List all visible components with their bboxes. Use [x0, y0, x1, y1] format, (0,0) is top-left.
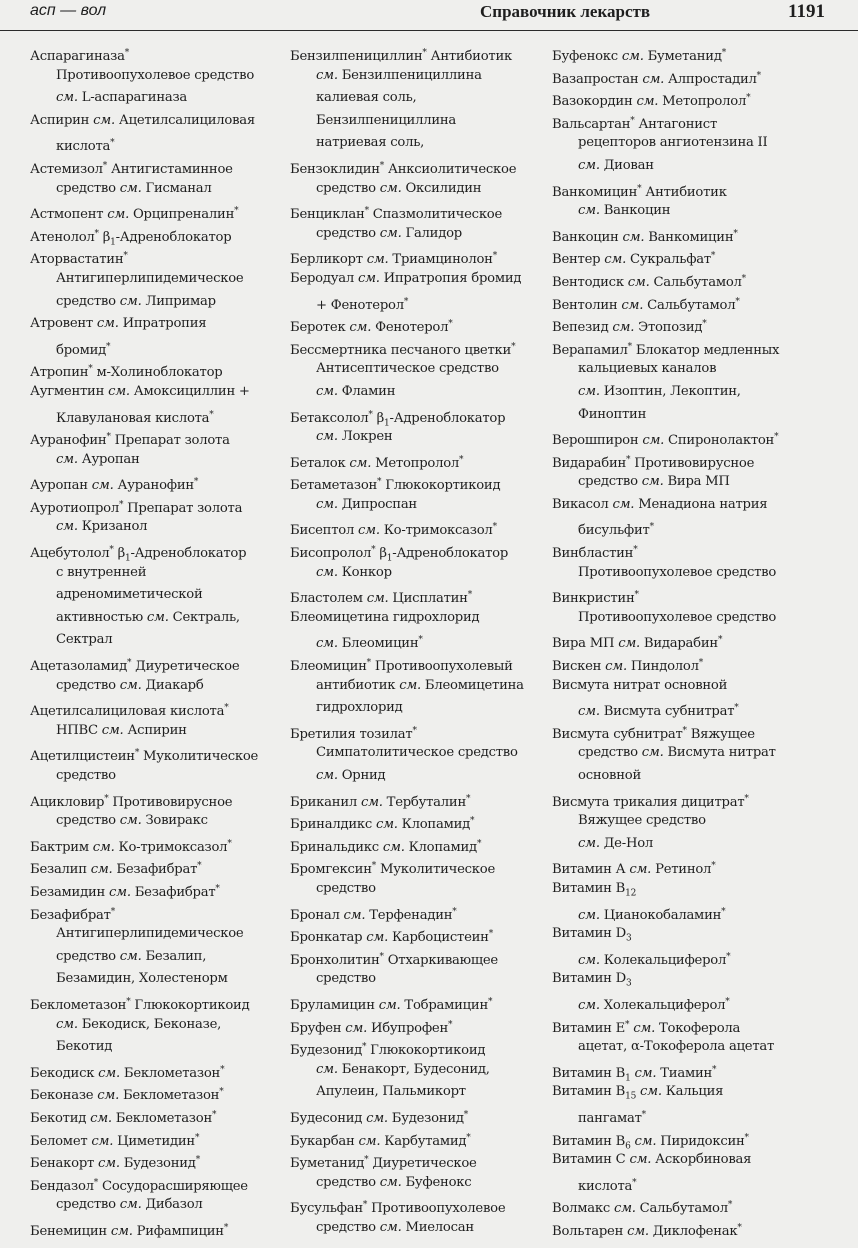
- entry-headword-line: Бусульфан* Противоопухолевое: [290, 1200, 506, 1217]
- entry-headword-line: Верапамил* Блокатор медленных: [552, 341, 780, 358]
- entry-headword-line: Будезонид* Глюкокортикоид: [290, 1042, 486, 1059]
- entry-headword-line: Винкристин*: [552, 590, 639, 607]
- entry-headword-line: Беконазе см. Беклометазон*: [30, 1087, 224, 1104]
- entry-headword-line: Висмута нитрат основной: [552, 677, 728, 693]
- entry-headword-line: Бронхолитин* Отхаркивающее: [290, 951, 498, 968]
- entry-continuation-line: Противоопухолевое средство: [56, 67, 255, 83]
- entry-headword-line: Бисопролол* $\beta_1$-Адреноблокатор: [290, 545, 509, 564]
- entry-headword-line: Астемизол* Антигистаминное: [30, 160, 233, 177]
- entry-continuation-line: Противоопухолевое средство: [578, 609, 777, 625]
- entry-continuation-line: см. Висмута субнитрат*: [578, 703, 739, 720]
- entry-headword-line: Атровент см. Ипратропия: [30, 316, 207, 332]
- entry-continuation-line: Антигиперлипидемическое: [56, 270, 244, 286]
- entry-headword-line: Вентер см. Сукральфат*: [552, 251, 716, 268]
- entry-headword-line: Атенолол* $\beta_1$-Адреноблокатор: [30, 228, 232, 248]
- entry-headword-line: Висмута субнитрат* Вяжущее: [552, 725, 755, 742]
- entry-continuation-line: средство см. Гисманал: [56, 180, 212, 196]
- entry-headword-line: Бисептол см. Ко-тримоксазол*: [290, 522, 497, 539]
- entry-headword-line: Вазапростан см. Алпростадил*: [552, 70, 761, 87]
- entry-headword-line: Ацикловир* Противовирусное: [30, 793, 233, 810]
- entry-continuation-line: натриевая соль,: [316, 135, 425, 151]
- entry-headword-line: Букарбан см. Карбутамид*: [290, 1132, 471, 1149]
- entry-continuation-line: см. Фламин: [316, 383, 396, 399]
- entry-continuation-line: кислота*: [56, 138, 115, 155]
- entry-headword-line: Бессмертника песчаного цветки*: [290, 341, 516, 358]
- entry-continuation-line: + Фенотерол*: [316, 296, 409, 313]
- entry-headword-line: Верошпирон см. Спиронолактон*: [552, 432, 779, 449]
- entry-headword-line: Бетаксолол* $\beta_1$-Адреноблокатор: [290, 409, 506, 429]
- entry-headword-line: Витамин $B_{15}$ см. Кальция: [552, 1084, 724, 1102]
- entry-headword-line: Ацебутолол* $\beta_1$-Адреноблокатор: [30, 545, 247, 564]
- entry-headword-line: Вира МП см. Видарабин*: [552, 635, 723, 652]
- entry-headword-line: Витамин А см. Ретинол*: [552, 861, 716, 878]
- entry-headword-line: Висмута трикалия дицитрат*: [552, 793, 749, 810]
- entry-headword-line: Бретилия тозилат*: [290, 725, 417, 742]
- entry-continuation-line: средство см. Вира МП: [578, 474, 730, 490]
- entry-continuation-line: средство см. Оксилидин: [316, 180, 482, 196]
- entry-continuation-line: адреномиметической: [56, 587, 203, 603]
- header-book-title: Справочник лекарств: [480, 2, 651, 21]
- entry-continuation-line: антибиотик см. Блеомицетина: [316, 677, 524, 693]
- entry-continuation-line: см. Ванкоцин: [578, 203, 671, 219]
- entry-headword-line: Витамин $D_3$: [552, 971, 632, 989]
- entry-headword-line: Блеомицетина гидрохлорид: [290, 609, 480, 625]
- entry-continuation-line: средство см. Галидор: [316, 225, 462, 241]
- entry-headword-line: Бриналдикс см. Клопамид*: [290, 816, 475, 833]
- entry-continuation-line: см. Дипроспан: [316, 496, 417, 512]
- entry-headword-line: Бетаметазон* Глюкокортикоид: [290, 477, 501, 494]
- entry-headword-line: Бенакорт см. Будезонид*: [30, 1155, 200, 1172]
- entry-headword-line: Будесонид см. Будезонид*: [290, 1109, 469, 1126]
- entry-headword-line: Бензилпенициллин* Антибиотик: [290, 48, 512, 64]
- entry-continuation-line: см. Бенакорт, Будесонид,: [316, 1061, 490, 1077]
- entry-continuation-line: средство: [56, 768, 116, 783]
- entry-continuation-line: Апулеин, Пальмикорт: [316, 1084, 466, 1100]
- entry-continuation-line: Антисептическое средство: [316, 361, 499, 377]
- entry-headword-line: Бринальдикс см. Клопамид*: [290, 838, 482, 855]
- entry-headword-line: Ванкоцин см. Ванкомицин*: [552, 228, 738, 245]
- entry-headword-line: Безамидин см. Безафибрат*: [30, 883, 220, 900]
- entry-continuation-line: с внутренней: [56, 564, 147, 580]
- header-entry-range: асп — вол: [30, 2, 107, 19]
- entry-headword-line: Витамин $D_3$: [552, 926, 632, 944]
- entry-continuation-line: средство см. Безалип,: [56, 948, 207, 964]
- entry-continuation-line: см. Цианокобаламин*: [578, 906, 726, 923]
- entry-continuation-line: см. Ауропан: [56, 451, 140, 467]
- entry-continuation-line: см. Конкор: [316, 564, 392, 580]
- entry-headword-line: Астмопент см. Орципреналин*: [30, 206, 239, 223]
- entry-continuation-line: бисульфит*: [578, 522, 654, 539]
- entry-headword-line: Беломет см. Циметидин*: [30, 1132, 200, 1149]
- entry-continuation-line: Антигиперлипидемическое: [56, 926, 244, 942]
- entry-headword-line: Буфенокс см. Буметанид*: [552, 48, 726, 64]
- entry-continuation-line: бромид*: [56, 341, 111, 358]
- entry-continuation-line: Безамидин, Холестенорм: [56, 971, 228, 987]
- entry-headword-line: Аугментин см. Амоксициллин +: [30, 383, 250, 399]
- entry-headword-line: Бромгексин* Муколитическое: [290, 861, 496, 878]
- entry-continuation-line: Бензилпенициллина: [316, 112, 457, 128]
- entry-headword-line: Буметанид* Диуретическое: [290, 1155, 477, 1172]
- entry-continuation-line: средство см. Миелосан: [316, 1219, 474, 1235]
- entry-headword-line: Витамин $B_1$ см. Тиамин*: [552, 1064, 717, 1084]
- entry-continuation-line: см. Блеомицин*: [316, 635, 423, 652]
- entry-headword-line: Аторвастатин*: [30, 251, 128, 268]
- entry-continuation-line: средство см. Липримар: [56, 293, 216, 309]
- entry-continuation-line: кальциевых каналов: [578, 361, 717, 377]
- entry-continuation-line: НПВС см. Аспирин: [56, 722, 187, 738]
- entry-headword-line: Бронкатар см. Карбоцистеин*: [290, 929, 493, 946]
- dictionary-column-2: [290, 42, 546, 1239]
- entry-headword-line: Ауранофин* Препарат золота: [30, 432, 230, 449]
- entry-continuation-line: Вяжущее средство: [578, 813, 706, 829]
- running-header: [0, 0, 858, 31]
- entry-headword-line: Бенциклан* Спазмолитическое: [290, 206, 503, 223]
- entry-continuation-line: Сектрал: [56, 632, 113, 648]
- entry-headword-line: Ацетилсалициловая кислота*: [30, 703, 229, 720]
- dictionary-column-1: [30, 42, 282, 1239]
- entry-continuation-line: см. Локрен: [316, 429, 393, 445]
- entry-headword-line: Безафибрат*: [30, 906, 115, 923]
- entry-headword-line: Бекотид см. Беклометазон*: [30, 1109, 217, 1126]
- entry-headword-line: Беталок см. Метопролол*: [290, 454, 464, 471]
- entry-headword-line: Аспирин см. Ацетилсалициловая: [30, 112, 255, 128]
- entry-continuation-line: средство см. Дибазол: [56, 1197, 203, 1213]
- entry-headword-line: Блеомицин* Противоопухолевый: [290, 658, 513, 675]
- entry-headword-line: Витамин С см. Аскорбиновая: [552, 1152, 752, 1168]
- entry-continuation-line: см. Диован: [578, 157, 654, 173]
- entry-continuation-line: Финоптин: [578, 406, 647, 422]
- entry-continuation-line: средство: [316, 880, 376, 896]
- entry-headword-line: Бриканил см. Тербуталин*: [290, 793, 471, 810]
- entry-continuation-line: Клавулановая кислота*: [56, 409, 214, 426]
- entry-headword-line: Витамин $B_6$ см. Пиридоксин*: [552, 1132, 749, 1152]
- entry-headword-line: Волмакс см. Сальбутамол*: [552, 1200, 733, 1217]
- entry-continuation-line: активностью см. Сектраль,: [56, 609, 240, 625]
- entry-continuation-line: средство см. Висмута нитрат: [578, 745, 776, 761]
- entry-continuation-line: см. Де-Нол: [578, 835, 654, 851]
- entry-headword-line: Викасол см. Менадиона натрия: [552, 496, 768, 512]
- entry-headword-line: Витамин $B_{12}$: [552, 880, 637, 899]
- entry-headword-line: Бруфен см. Ибупрофен*: [290, 1019, 453, 1036]
- entry-headword-line: Бендазол* Сосудорасширяющее: [30, 1177, 248, 1194]
- entry-headword-line: Беродуал см. Ипратропия бромид: [290, 270, 522, 286]
- entry-headword-line: Витамин Е* см. Токоферола: [552, 1019, 741, 1036]
- entry-headword-line: Видарабин* Противовирусное: [552, 454, 755, 471]
- entry-headword-line: Вентодиск см. Сальбутамол*: [552, 273, 746, 290]
- entry-headword-line: Вепезид см. Этопозид*: [552, 319, 707, 336]
- entry-headword-line: Бенемицин см. Рифампицин*: [30, 1222, 229, 1239]
- entry-continuation-line: см. Изоптин, Лекоптин,: [578, 383, 741, 399]
- entry-continuation-line: Бекотид: [56, 1039, 113, 1055]
- entry-headword-line: Беклометазон* Глюкокортикоид: [30, 996, 250, 1013]
- entry-continuation-line: средство: [316, 971, 376, 987]
- entry-continuation-line: см. Колекальциферол*: [578, 951, 731, 968]
- entry-continuation-line: Противоопухолевое средство: [578, 564, 777, 580]
- entry-headword-line: Бактрим см. Ко-тримоксазол*: [30, 838, 232, 855]
- entry-continuation-line: Симпатолитическое средство: [316, 745, 518, 761]
- entry-headword-line: Бекодиск см. Беклометазон*: [30, 1064, 225, 1081]
- entry-headword-line: Безалип см. Безафибрат*: [30, 861, 202, 878]
- entry-headword-line: Вискен см. Пиндолол*: [552, 658, 703, 675]
- entry-headword-line: Ацетазоламид* Диуретическое: [30, 658, 240, 675]
- entry-continuation-line: гидрохлорид: [316, 700, 403, 716]
- entry-continuation-line: см. Бензилпенициллина: [316, 67, 482, 83]
- entry-headword-line: Бластолем см. Цисплатин*: [290, 590, 472, 607]
- entry-continuation-line: см. Орнид: [316, 768, 386, 783]
- entry-continuation-line: кислота*: [578, 1177, 637, 1194]
- entry-continuation-line: см. Кризанол: [56, 519, 148, 535]
- entry-continuation-line: основной: [578, 768, 641, 783]
- page-number: 1191: [788, 1, 825, 22]
- entry-continuation-line: калиевая соль,: [316, 90, 417, 106]
- entry-headword-line: Бензоклидин* Анксиолитическое: [290, 160, 517, 177]
- entry-headword-line: Берликорт см. Триамцинолон*: [290, 251, 497, 268]
- entry-headword-line: Вальсартан* Антагонист: [552, 115, 717, 132]
- entry-headword-line: Вольтарен см. Диклофенак*: [552, 1222, 742, 1239]
- entry-continuation-line: средство см. Буфенокс: [316, 1174, 472, 1190]
- entry-headword-line: Ауропан см. Ауранофин*: [30, 477, 199, 494]
- entry-headword-line: Ауротиопрол* Препарат золота: [30, 499, 243, 516]
- entry-continuation-line: см. Холекальциферол*: [578, 996, 730, 1013]
- entry-headword-line: Беротек см. Фенотерол*: [290, 319, 453, 336]
- entry-continuation-line: пангамат*: [578, 1109, 646, 1126]
- entry-continuation-line: рецепторов ангиотензина II: [578, 135, 768, 151]
- entry-headword-line: Вентолин см. Сальбутамол*: [552, 296, 740, 313]
- entry-continuation-line: см. Бекодиск, Беконазе,: [56, 1016, 222, 1032]
- entry-headword-line: Ацетилцистеин* Муколитическое: [30, 748, 259, 765]
- entry-continuation-line: средство см. Диакарб: [56, 677, 204, 693]
- entry-headword-line: Ванкомицин* Антибиотик: [552, 183, 727, 200]
- entry-headword-line: Винбластин*: [552, 545, 638, 562]
- entry-headword-line: Вазокордин см. Метопролол*: [552, 93, 751, 110]
- entry-headword-line: Бронал см. Терфенадин*: [290, 906, 457, 923]
- entry-headword-line: Атропин* м-Холиноблокатор: [30, 364, 223, 381]
- entry-continuation-line: ацетат, α-Токоферола ацетат: [578, 1039, 775, 1055]
- entry-headword-line: Аспарагиназа*: [30, 48, 129, 64]
- entry-headword-line: Бруламицин см. Тобрамицин*: [290, 996, 493, 1013]
- entry-continuation-line: средство см. Зовиракс: [56, 813, 208, 829]
- entry-continuation-line: см. L-аспарагиназа: [56, 90, 188, 106]
- dictionary-column-3: [552, 42, 802, 1239]
